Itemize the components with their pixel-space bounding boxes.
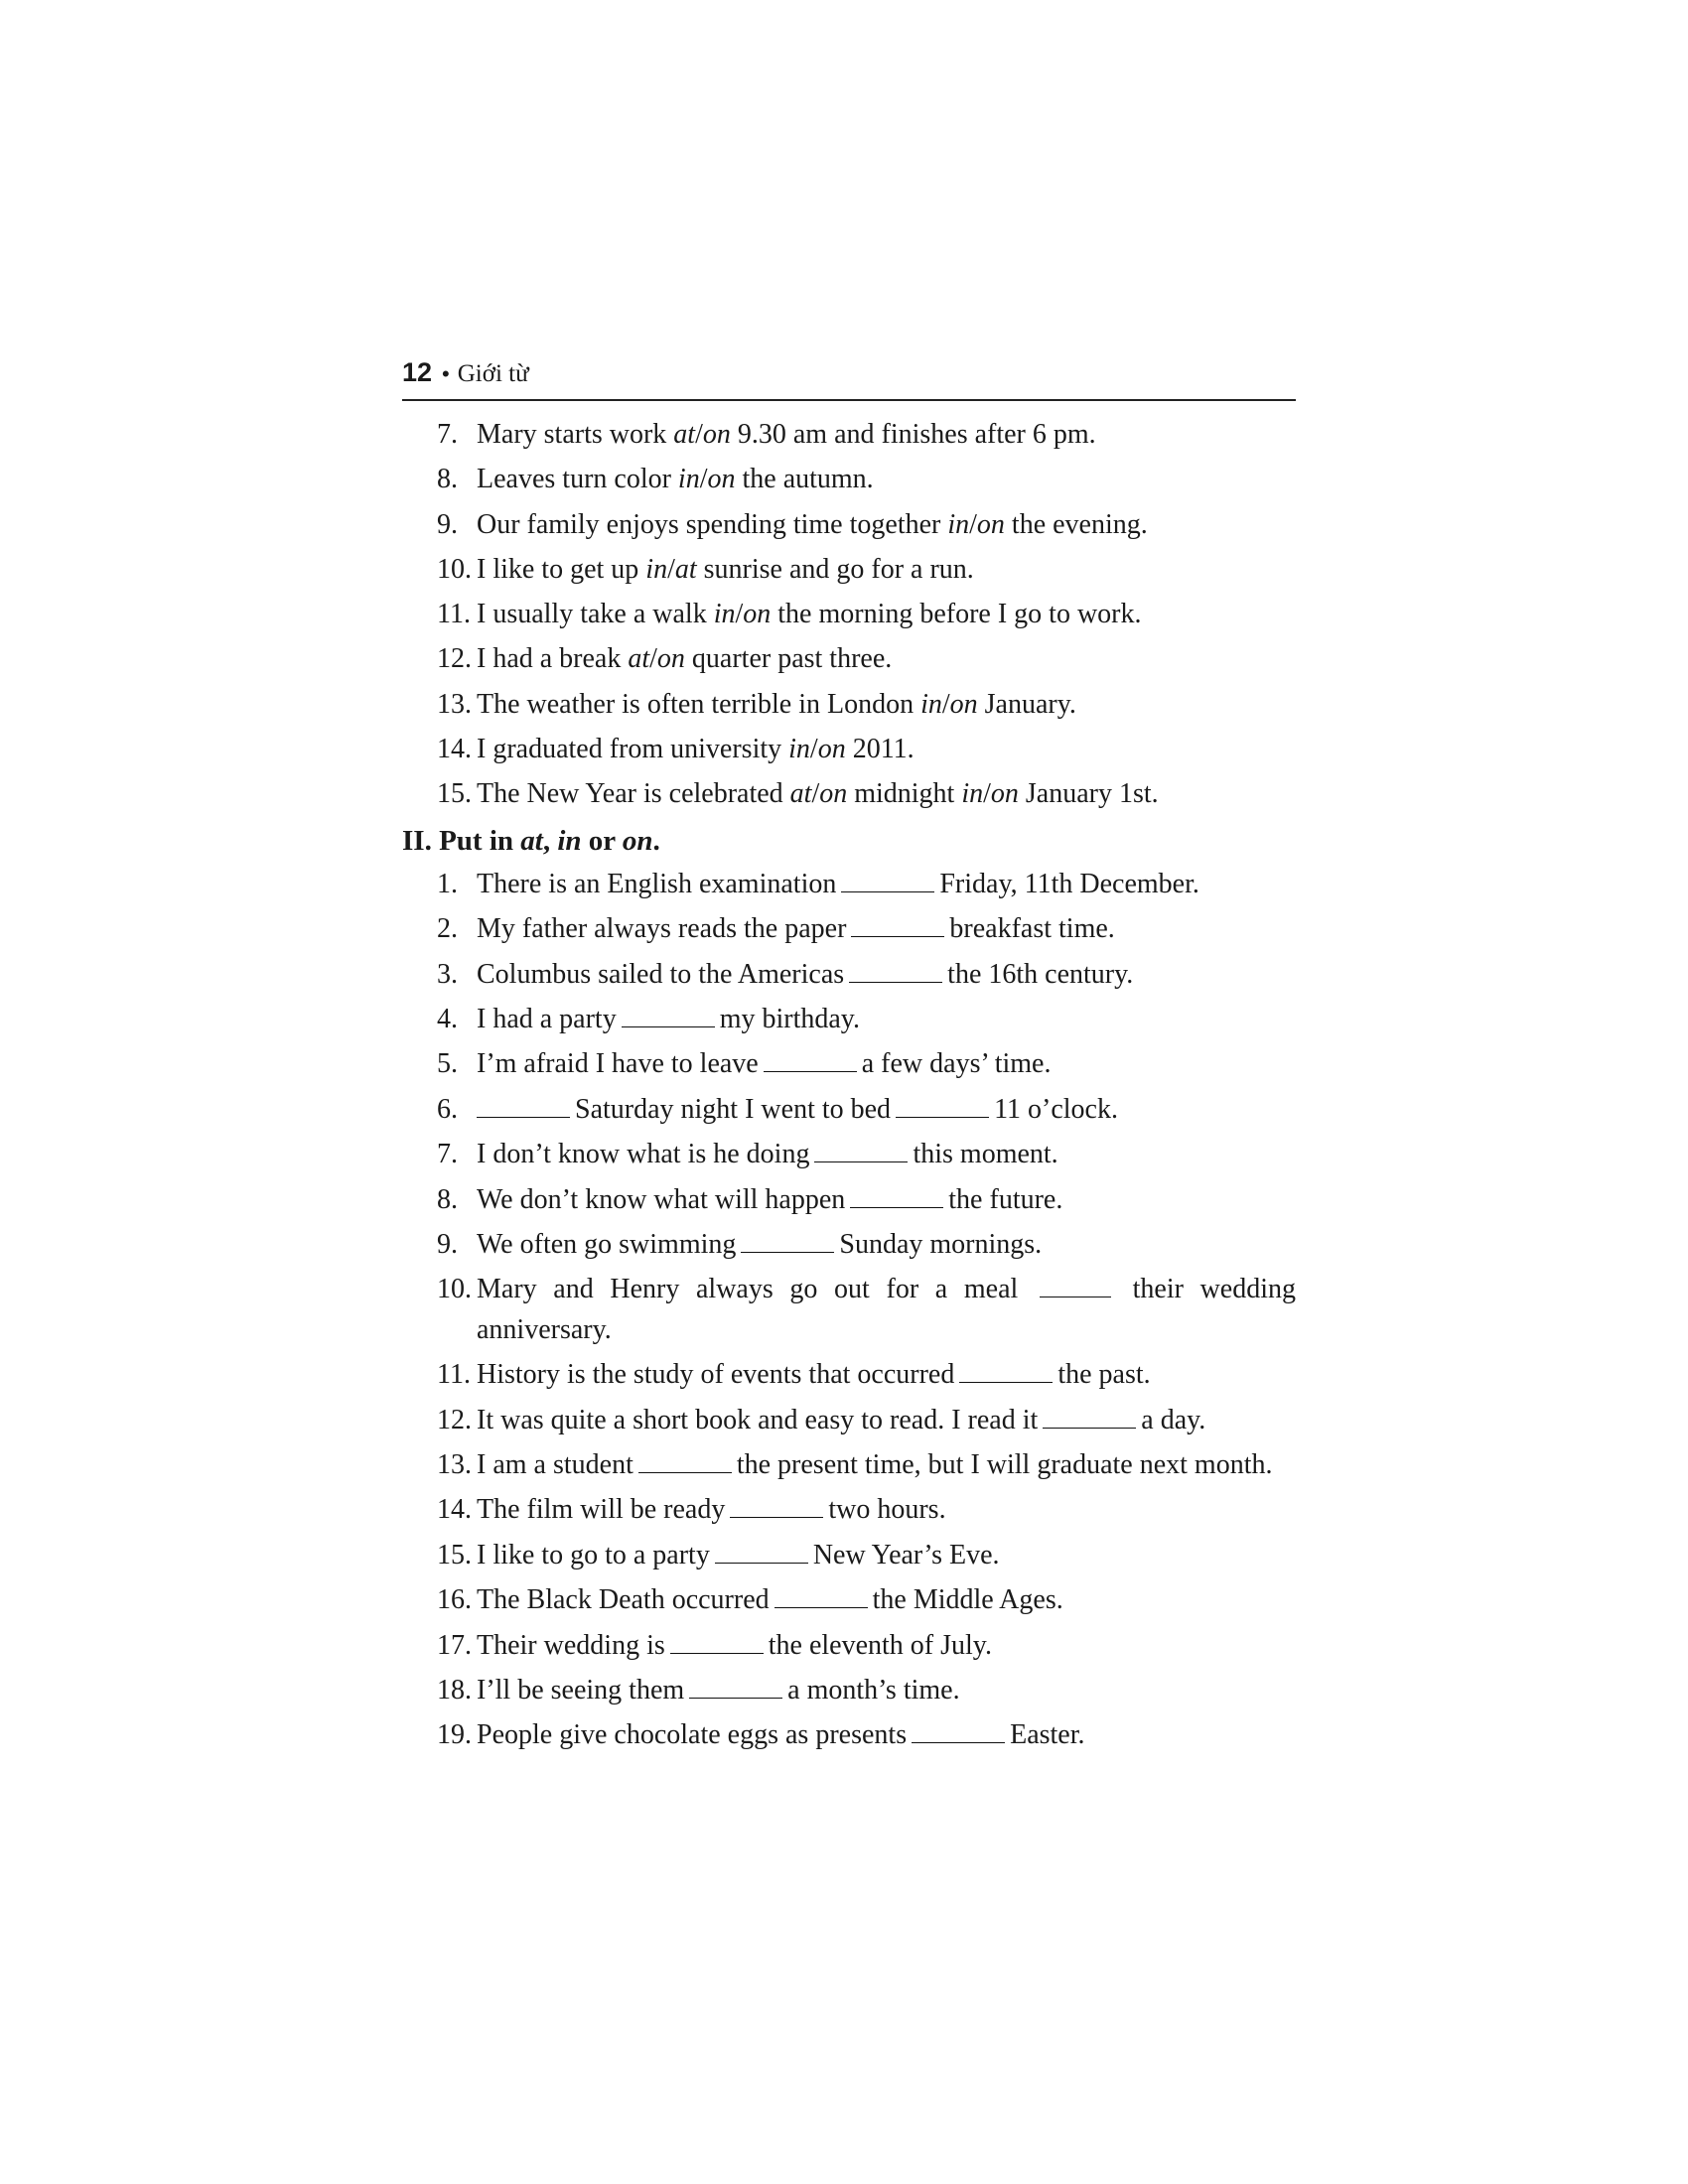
item-number: 3. bbox=[437, 958, 458, 990]
item-number: 13. bbox=[437, 688, 472, 720]
item-number: 8. bbox=[437, 1183, 458, 1215]
item-number: 10. bbox=[437, 1274, 472, 1305]
exercise-2-item bbox=[402, 1180, 1296, 1221]
exercise-2-item bbox=[402, 1671, 1296, 1711]
item-number: 7. bbox=[437, 419, 458, 450]
answer-blank[interactable] bbox=[851, 918, 944, 937]
item-number: 9. bbox=[437, 508, 458, 540]
item-text: The film will be ready two hours. bbox=[477, 1494, 946, 1526]
exercise-1-item bbox=[402, 595, 1296, 635]
exercise-2-item bbox=[402, 1580, 1296, 1621]
answer-blank[interactable] bbox=[715, 1545, 808, 1564]
exercise-1-item bbox=[402, 730, 1296, 770]
item-text: I had a break at/on quarter past three. bbox=[477, 643, 893, 675]
exercise-1-item bbox=[402, 550, 1296, 591]
item-text: I had a party my birthday. bbox=[477, 1004, 860, 1035]
exercise-2-item bbox=[402, 1044, 1296, 1085]
item-text: Mary and Henry always go out for a meal their wedding anniversary. bbox=[477, 1274, 1296, 1345]
item-number: 18. bbox=[437, 1675, 472, 1706]
exercise-1-item bbox=[402, 639, 1296, 680]
item-text: We often go swimming Sunday mornings. bbox=[477, 1229, 1043, 1260]
exercise-2-item bbox=[402, 1445, 1296, 1486]
answer-blank[interactable] bbox=[741, 1234, 834, 1253]
answer-blank[interactable] bbox=[1043, 1410, 1136, 1429]
exercise-1-item bbox=[402, 460, 1296, 500]
item-number: 14. bbox=[437, 734, 472, 765]
item-text: We don’t know what will happen the future. bbox=[477, 1183, 1063, 1215]
item-number: 17. bbox=[437, 1629, 472, 1661]
item-number: 14. bbox=[437, 1494, 472, 1526]
answer-blank[interactable] bbox=[1040, 1279, 1111, 1297]
answer-blank[interactable] bbox=[638, 1454, 732, 1473]
item-number: 4. bbox=[437, 1004, 458, 1035]
item-text: I’ll be seeing them a month’s time. bbox=[477, 1675, 960, 1706]
item-number: 11. bbox=[437, 1359, 471, 1391]
answer-blank[interactable] bbox=[896, 1099, 989, 1118]
item-number: 12. bbox=[437, 1404, 472, 1435]
answer-blank[interactable] bbox=[689, 1680, 782, 1699]
item-text: Saturday night I went to bed 11 o’clock. bbox=[477, 1090, 1296, 1131]
exercise-2-item bbox=[402, 1225, 1296, 1266]
item-text: The New Year is celebrated at/on midnight in/on January 1st. bbox=[477, 778, 1159, 810]
item-text: Mary starts work at/on 9.30 am and finishes after 6 pm. bbox=[477, 419, 1096, 450]
exercise-2-item bbox=[402, 1536, 1296, 1576]
exercise-2-list bbox=[402, 865, 1296, 1756]
exercise-2-item bbox=[402, 1401, 1296, 1441]
item-number: 6. bbox=[437, 1093, 458, 1125]
item-text: I don’t know what is he doing this moment. bbox=[477, 1139, 1058, 1170]
answer-blank[interactable] bbox=[841, 874, 934, 892]
item-number: 13. bbox=[437, 1449, 472, 1481]
answer-blank[interactable] bbox=[850, 1189, 943, 1208]
answer-blank[interactable] bbox=[670, 1635, 764, 1654]
item-text: I usually take a walk in/on the morning before I go to work. bbox=[477, 599, 1142, 630]
item-text: I am a student the present time, but I will graduate next month. bbox=[477, 1449, 1273, 1481]
item-text: I like to get up in/at sunrise and go for a run. bbox=[477, 553, 974, 585]
item-text: Their wedding is the eleventh of July. bbox=[477, 1629, 992, 1661]
answer-blank[interactable] bbox=[622, 1009, 715, 1027]
exercise-2-item bbox=[402, 1715, 1296, 1756]
item-text: People give chocolate eggs as presents Easter. bbox=[477, 1719, 1085, 1751]
answer-blank[interactable] bbox=[959, 1364, 1053, 1383]
item-number: 7. bbox=[437, 1139, 458, 1170]
exercise-2-item bbox=[402, 1355, 1296, 1396]
item-number: 15. bbox=[437, 1539, 472, 1570]
section-heading: II. Put in at, in or on. bbox=[402, 824, 660, 857]
item-text: I graduated from university in/on 2011. bbox=[477, 734, 914, 765]
item-number: 8. bbox=[437, 464, 458, 495]
page-number: 12 bbox=[402, 357, 433, 387]
answer-blank[interactable] bbox=[849, 964, 942, 983]
answer-blank[interactable] bbox=[814, 1144, 908, 1162]
exercise-2-item bbox=[402, 1135, 1296, 1175]
item-text: History is the study of events that occurred the past. bbox=[477, 1359, 1151, 1391]
item-text: It was quite a short book and easy to read. I read it a day. bbox=[477, 1404, 1206, 1435]
exercise-2-item bbox=[402, 909, 1296, 950]
item-number: 15. bbox=[437, 778, 472, 810]
answer-blank[interactable] bbox=[912, 1724, 1005, 1743]
answer-blank[interactable] bbox=[730, 1499, 823, 1518]
answer-blank[interactable] bbox=[774, 1589, 868, 1608]
answer-blank[interactable] bbox=[764, 1053, 857, 1072]
exercise-2-item bbox=[402, 955, 1296, 996]
item-number: 5. bbox=[437, 1048, 458, 1080]
running-header bbox=[402, 357, 1296, 401]
item-text: Columbus sailed to the Americas the 16th century. bbox=[477, 958, 1134, 990]
item-text: Leaves turn color in/on the autumn. bbox=[477, 464, 874, 495]
exercise-1-item bbox=[402, 685, 1296, 726]
item-number: 1. bbox=[437, 868, 458, 899]
exercise-1-item bbox=[402, 415, 1296, 456]
page bbox=[402, 357, 1296, 1761]
exercise-2-item bbox=[402, 1090, 1296, 1131]
item-number: 12. bbox=[437, 643, 472, 675]
item-number: 9. bbox=[437, 1229, 458, 1260]
item-number: 2. bbox=[437, 913, 458, 945]
item-text: I’m afraid I have to leave a few days’ time. bbox=[477, 1048, 1052, 1080]
item-text: The Black Death occurred the Middle Ages. bbox=[477, 1584, 1063, 1616]
exercise-1-list bbox=[402, 415, 1296, 815]
exercise-2-item bbox=[402, 1270, 1296, 1350]
answer-blank[interactable] bbox=[477, 1099, 570, 1118]
item-number: 11. bbox=[437, 599, 471, 630]
item-text: I like to go to a party New Year’s Eve. bbox=[477, 1539, 1000, 1570]
item-text: There is an English examination Friday, 11th December. bbox=[477, 868, 1199, 899]
exercise-2-item bbox=[402, 1000, 1296, 1040]
exercise-2-item bbox=[402, 1490, 1296, 1531]
header-bullet: • bbox=[442, 361, 450, 386]
exercise-2-item bbox=[402, 865, 1296, 905]
exercise-1-item bbox=[402, 505, 1296, 546]
item-text: The weather is often terrible in London in/on January. bbox=[477, 688, 1076, 720]
item-number: 16. bbox=[437, 1584, 472, 1616]
item-text: Our family enjoys spending time together in/on the evening. bbox=[477, 508, 1148, 540]
exercise-1-item bbox=[402, 774, 1296, 815]
header-title: Giới từ bbox=[457, 360, 529, 387]
item-number: 19. bbox=[437, 1719, 472, 1751]
item-text: My father always reads the paper breakfast time. bbox=[477, 913, 1115, 945]
exercise-2-item bbox=[402, 1626, 1296, 1667]
item-number: 10. bbox=[437, 553, 472, 585]
